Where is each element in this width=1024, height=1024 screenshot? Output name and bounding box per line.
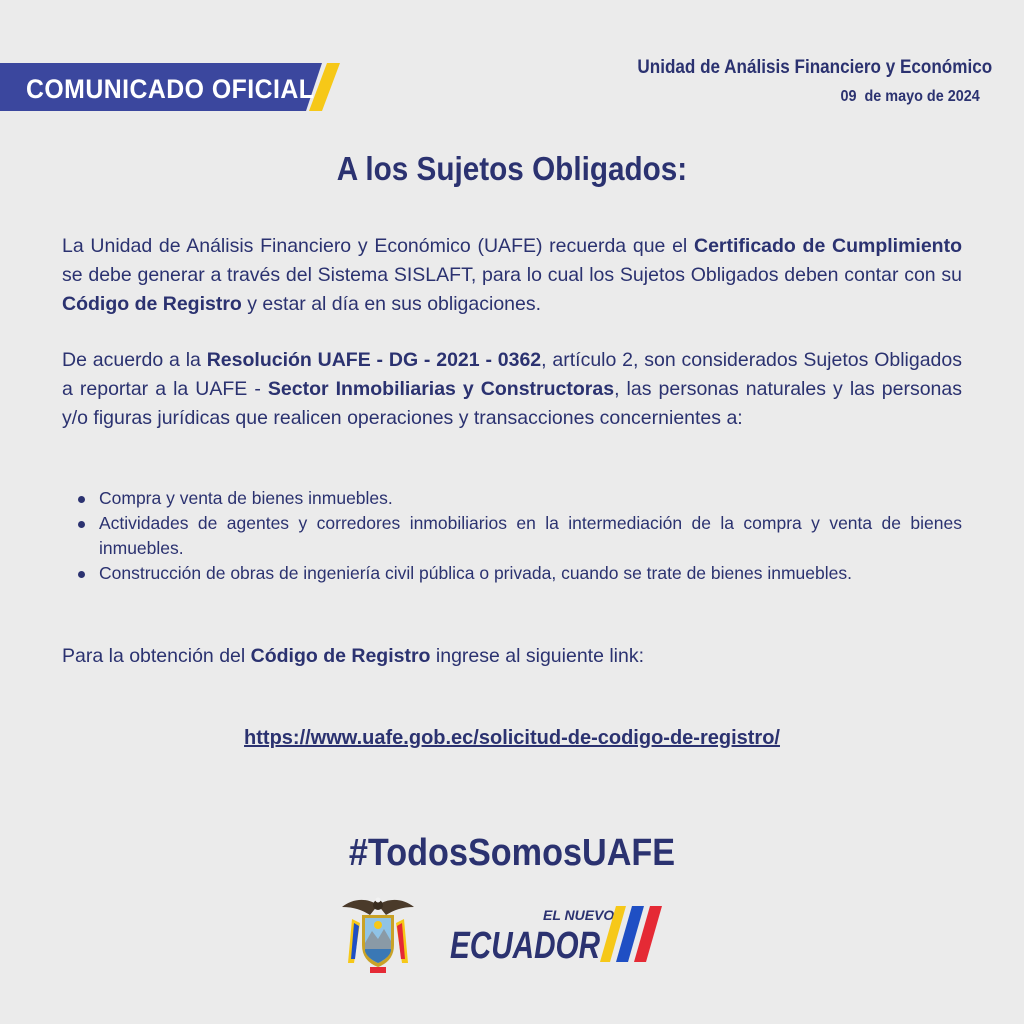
registration-link[interactable]: https://www.uafe.gob.ec/solicitud-de-codigo-de-registro/ [244,727,780,749]
bold-certificate: Certificado de Cumplimiento [693,235,962,257]
paragraph-resolution: De acuerdo a la Resolución UAFE - DG - 2021 - 0362, artículo 2, son considerados Sujetos Obligados a reportar a la UAFE - Sector Inmobiliarias y Constructoras, las personas naturales y las personas y/o figuras jurídicas que realicen operaciones y transacciones concernientes a: [62,349,962,429]
page-title: A los Sujetos Obligados: [336,150,688,187]
bold-registration-code: Código de Registro [250,645,431,667]
banner-label: COMUNICADO OFICIAL [26,74,315,104]
bold-registration-code: Código de Registro [62,293,242,315]
el-nuevo-ecuador-logo [446,898,678,973]
coat-of-arms-icon [340,893,416,982]
paragraph-link-intro: Para la obtención del Código de Registro ingrese al siguiente link: [62,645,645,667]
publication-date: 09 de mayo de 2024 [840,88,980,105]
paragraph-certificate: La Unidad de Análisis Financiero y Económico (UAFE) recuerda que el Certificado de Cumplimiento se debe generar a través del Sistema SISLAFT, para lo cual los Sujetos Obligados deben contar con su Código de Registro y estar al día en sus obligaciones. [62,235,962,315]
list-item: Actividades de agentes y corredores inmobiliarios en la intermediación de la compra y venta de bienes inmuebles. [62,511,962,561]
bold-sector: Sector Inmobiliarias y Constructoras [267,378,615,400]
official-statement-banner [0,63,340,111]
list-item: Compra y venta de bienes inmuebles. [62,486,962,511]
logo-small-text: EL NUEVO [543,907,615,923]
activities-list [62,486,962,586]
bold-resolution: Resolución UAFE - DG - 2021 - 0362 [206,349,542,371]
organization-name: Unidad de Análisis Financiero y Económico [637,57,992,78]
list-item: Construcción de obras de ingeniería civil pública o privada, cuando se trate de bienes inmuebles. [62,561,962,586]
hashtag: #TodosSomosUAFE [348,832,676,874]
logo-main-text: ECUADOR [450,925,601,967]
